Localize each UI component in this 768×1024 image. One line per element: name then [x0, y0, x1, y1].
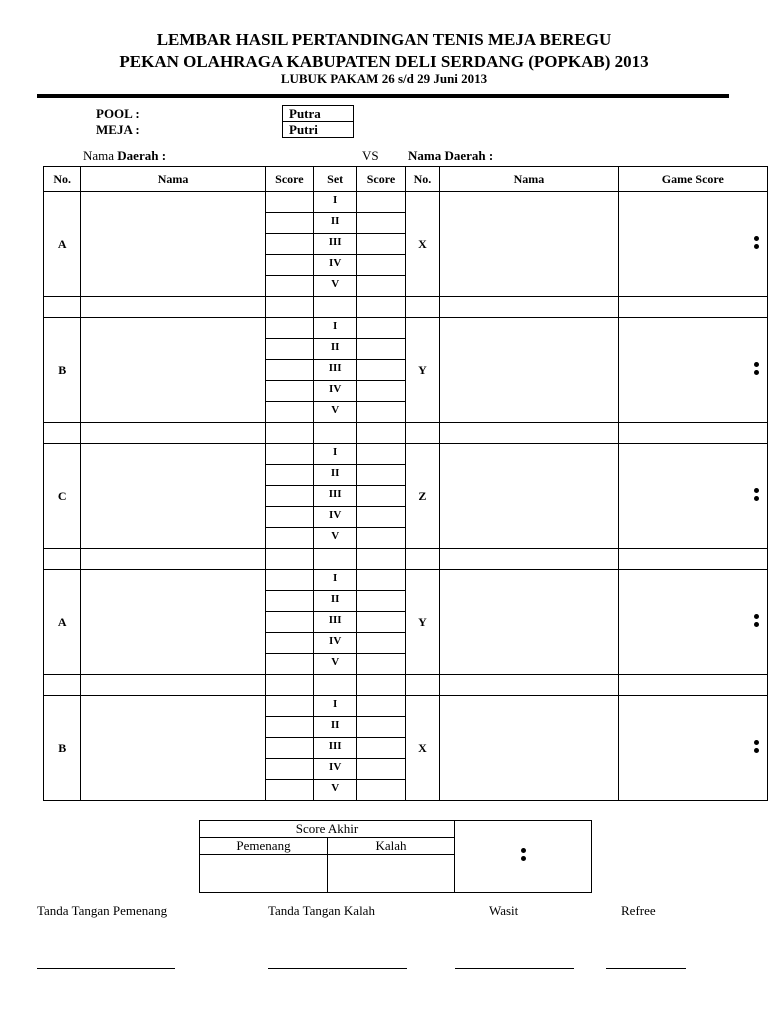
separator-cell — [265, 423, 313, 444]
separator-cell — [405, 297, 440, 318]
score-colon — [521, 845, 526, 864]
set-label: II — [314, 465, 357, 486]
player-right-name-cell[interactable] — [440, 444, 618, 549]
left-score-cell[interactable] — [265, 780, 313, 801]
right-score-cell[interactable] — [357, 255, 405, 276]
vs-label: VS — [362, 148, 379, 163]
header-no-right: No. — [405, 167, 440, 192]
right-score-cell[interactable] — [357, 738, 405, 759]
right-score-cell[interactable] — [357, 276, 405, 297]
nama-prefix: Nama — [83, 148, 118, 163]
left-score-cell[interactable] — [265, 696, 313, 717]
separator-cell — [405, 675, 440, 696]
right-score-cell[interactable] — [357, 507, 405, 528]
match-set-row — [44, 318, 768, 339]
separator-cell — [357, 297, 405, 318]
option-putri-box[interactable]: Putri — [282, 121, 354, 138]
left-region-label — [83, 148, 166, 164]
separator-row — [44, 549, 768, 570]
separator-cell — [440, 549, 618, 570]
header-rule — [37, 94, 729, 98]
separator-cell — [44, 297, 81, 318]
separator-row — [44, 297, 768, 318]
game-score-cell[interactable] — [618, 570, 767, 675]
left-score-cell[interactable] — [265, 612, 313, 633]
referee-label: Wasit — [489, 903, 519, 918]
left-score-cell[interactable] — [265, 402, 313, 423]
right-score-cell[interactable] — [357, 444, 405, 465]
right-score-cell[interactable] — [357, 654, 405, 675]
separator-cell — [81, 549, 265, 570]
match-set-row — [44, 192, 768, 213]
header-score-right: Score — [357, 167, 405, 192]
player-right-name-cell[interactable] — [440, 192, 618, 297]
set-label: II — [314, 591, 357, 612]
score-colon — [754, 233, 759, 252]
set-label: III — [314, 738, 357, 759]
game-score-cell[interactable] — [618, 192, 767, 297]
separator-cell — [314, 675, 357, 696]
set-label: V — [314, 276, 357, 297]
header-no-left: No. — [44, 167, 81, 192]
left-score-cell[interactable] — [265, 738, 313, 759]
player-left-no: A — [44, 192, 81, 297]
set-label: II — [314, 717, 357, 738]
winner-signature-label: Tanda Tangan Pemenang — [37, 903, 168, 918]
header-name-right: Nama — [440, 167, 618, 192]
header-set: Set — [314, 167, 357, 192]
separator-cell — [314, 297, 357, 318]
right-score-cell[interactable] — [357, 465, 405, 486]
left-score-cell[interactable] — [265, 717, 313, 738]
final-score-result[interactable] — [455, 821, 592, 893]
separator-cell — [440, 423, 618, 444]
loser-signature-line[interactable] — [268, 968, 407, 969]
match-table-body — [44, 192, 768, 801]
right-score-cell[interactable] — [357, 759, 405, 780]
game-score-cell[interactable] — [618, 696, 767, 801]
left-score-cell[interactable] — [265, 654, 313, 675]
right-score-cell[interactable] — [357, 528, 405, 549]
player-right-no: Y — [405, 570, 440, 675]
player-left-name-cell[interactable] — [81, 696, 265, 801]
loser-signature-label: Tanda Tangan Kalah — [268, 903, 375, 918]
left-score-cell[interactable] — [265, 444, 313, 465]
set-label: IV — [314, 507, 357, 528]
left-score-cell[interactable] — [265, 276, 313, 297]
refree-signature-line[interactable] — [606, 968, 686, 969]
separator-row — [44, 423, 768, 444]
right-score-cell[interactable] — [357, 339, 405, 360]
player-left-no: B — [44, 696, 81, 801]
right-score-cell[interactable] — [357, 213, 405, 234]
header-name-left: Nama — [81, 167, 265, 192]
set-label: I — [314, 192, 357, 213]
player-left-name-cell[interactable] — [81, 318, 265, 423]
separator-cell — [618, 297, 767, 318]
left-score-cell[interactable] — [265, 234, 313, 255]
player-right-name-cell[interactable] — [440, 696, 618, 801]
title-line-2: PEKAN OLAHRAGA KABUPATEN DELI SERDANG (POPKAB) 2013 — [119, 52, 649, 71]
referee-signature-line[interactable] — [455, 968, 574, 969]
separator-cell — [357, 675, 405, 696]
left-score-cell[interactable] — [265, 318, 313, 339]
left-score-cell[interactable] — [265, 381, 313, 402]
right-score-cell[interactable] — [357, 570, 405, 591]
separator-cell — [405, 549, 440, 570]
separator-cell — [314, 423, 357, 444]
left-score-cell[interactable] — [265, 192, 313, 213]
player-left-no: C — [44, 444, 81, 549]
set-label: IV — [314, 633, 357, 654]
left-score-cell[interactable] — [265, 507, 313, 528]
set-label: I — [314, 318, 357, 339]
left-score-cell[interactable] — [265, 255, 313, 276]
set-label: V — [314, 402, 357, 423]
set-label: IV — [314, 759, 357, 780]
right-score-cell[interactable] — [357, 234, 405, 255]
left-score-cell[interactable] — [265, 528, 313, 549]
player-left-name-cell[interactable] — [81, 444, 265, 549]
header-score-left: Score — [265, 167, 313, 192]
set-label: V — [314, 654, 357, 675]
separator-cell — [81, 423, 265, 444]
final-loser-cell[interactable] — [328, 855, 455, 893]
left-score-cell[interactable] — [265, 591, 313, 612]
player-left-no: B — [44, 318, 81, 423]
right-score-cell[interactable] — [357, 591, 405, 612]
match-set-row — [44, 696, 768, 717]
separator-cell — [618, 549, 767, 570]
game-score-cell[interactable] — [618, 444, 767, 549]
refree-label: Refree — [621, 903, 656, 918]
left-score-cell[interactable] — [265, 570, 313, 591]
right-score-cell[interactable] — [357, 780, 405, 801]
separator-cell — [405, 423, 440, 444]
match-table — [43, 166, 768, 801]
player-right-no: X — [405, 696, 440, 801]
right-region-label: Nama Daerah : — [408, 148, 494, 163]
separator-cell — [265, 297, 313, 318]
player-right-no: Y — [405, 318, 440, 423]
separator-cell — [440, 297, 618, 318]
final-winner-label: Pemenang — [200, 838, 328, 855]
pool-label: POOL : — [96, 106, 140, 121]
separator-cell — [81, 675, 265, 696]
score-colon — [754, 737, 759, 756]
right-score-cell[interactable] — [357, 192, 405, 213]
set-label: II — [314, 339, 357, 360]
set-label: IV — [314, 381, 357, 402]
table-header-row — [44, 167, 768, 192]
score-colon — [754, 485, 759, 504]
set-label: V — [314, 780, 357, 801]
set-label: I — [314, 696, 357, 717]
left-score-cell[interactable] — [265, 486, 313, 507]
set-label: I — [314, 570, 357, 591]
player-left-no: A — [44, 570, 81, 675]
right-score-cell[interactable] — [357, 318, 405, 339]
player-right-no: X — [405, 192, 440, 297]
separator-cell — [618, 423, 767, 444]
separator-cell — [357, 549, 405, 570]
separator-cell — [265, 549, 313, 570]
left-score-cell[interactable] — [265, 759, 313, 780]
daerah-label: Daerah : — [117, 148, 167, 163]
set-label: III — [314, 612, 357, 633]
separator-cell — [44, 675, 81, 696]
left-score-cell[interactable] — [265, 213, 313, 234]
player-right-name-cell[interactable] — [440, 570, 618, 675]
left-score-cell[interactable] — [265, 465, 313, 486]
left-score-cell[interactable] — [265, 339, 313, 360]
header-game-score: Game Score — [618, 167, 767, 192]
right-score-cell[interactable] — [357, 402, 405, 423]
right-score-cell[interactable] — [357, 360, 405, 381]
set-label: V — [314, 528, 357, 549]
final-loser-label: Kalah — [328, 838, 455, 855]
match-set-row — [44, 570, 768, 591]
option-putra-box[interactable]: Putra — [282, 105, 354, 122]
set-label: III — [314, 360, 357, 381]
match-set-row — [44, 444, 768, 465]
right-score-cell[interactable] — [357, 486, 405, 507]
right-score-cell[interactable] — [357, 612, 405, 633]
separator-row — [44, 675, 768, 696]
right-score-cell[interactable] — [357, 633, 405, 654]
player-right-no: Z — [405, 444, 440, 549]
right-score-cell[interactable] — [357, 717, 405, 738]
right-score-cell[interactable] — [357, 381, 405, 402]
player-left-name-cell[interactable] — [81, 570, 265, 675]
separator-cell — [618, 675, 767, 696]
separator-cell — [314, 549, 357, 570]
game-score-cell[interactable] — [618, 318, 767, 423]
winner-signature-line[interactable] — [37, 968, 175, 969]
left-score-cell[interactable] — [265, 360, 313, 381]
title-line-3: LUBUK PAKAM 26 s/d 29 Juni 2013 — [280, 71, 488, 86]
separator-cell — [81, 297, 265, 318]
separator-cell — [44, 549, 81, 570]
separator-cell — [440, 675, 618, 696]
separator-cell — [265, 675, 313, 696]
score-colon — [754, 611, 759, 630]
right-score-cell[interactable] — [357, 696, 405, 717]
score-colon — [754, 359, 759, 378]
player-left-name-cell[interactable] — [81, 192, 265, 297]
separator-cell — [357, 423, 405, 444]
title-line-1: LEMBAR HASIL PERTANDINGAN TENIS MEJA BEREGU — [156, 30, 612, 49]
set-label: IV — [314, 255, 357, 276]
set-label: I — [314, 444, 357, 465]
player-right-name-cell[interactable] — [440, 318, 618, 423]
set-label: III — [314, 234, 357, 255]
final-score-table — [199, 820, 592, 893]
final-score-title: Score Akhir — [200, 821, 455, 838]
meja-label: MEJA : — [96, 122, 140, 137]
left-score-cell[interactable] — [265, 633, 313, 654]
set-label: II — [314, 213, 357, 234]
set-label: III — [314, 486, 357, 507]
final-winner-cell[interactable] — [200, 855, 328, 893]
separator-cell — [44, 423, 81, 444]
